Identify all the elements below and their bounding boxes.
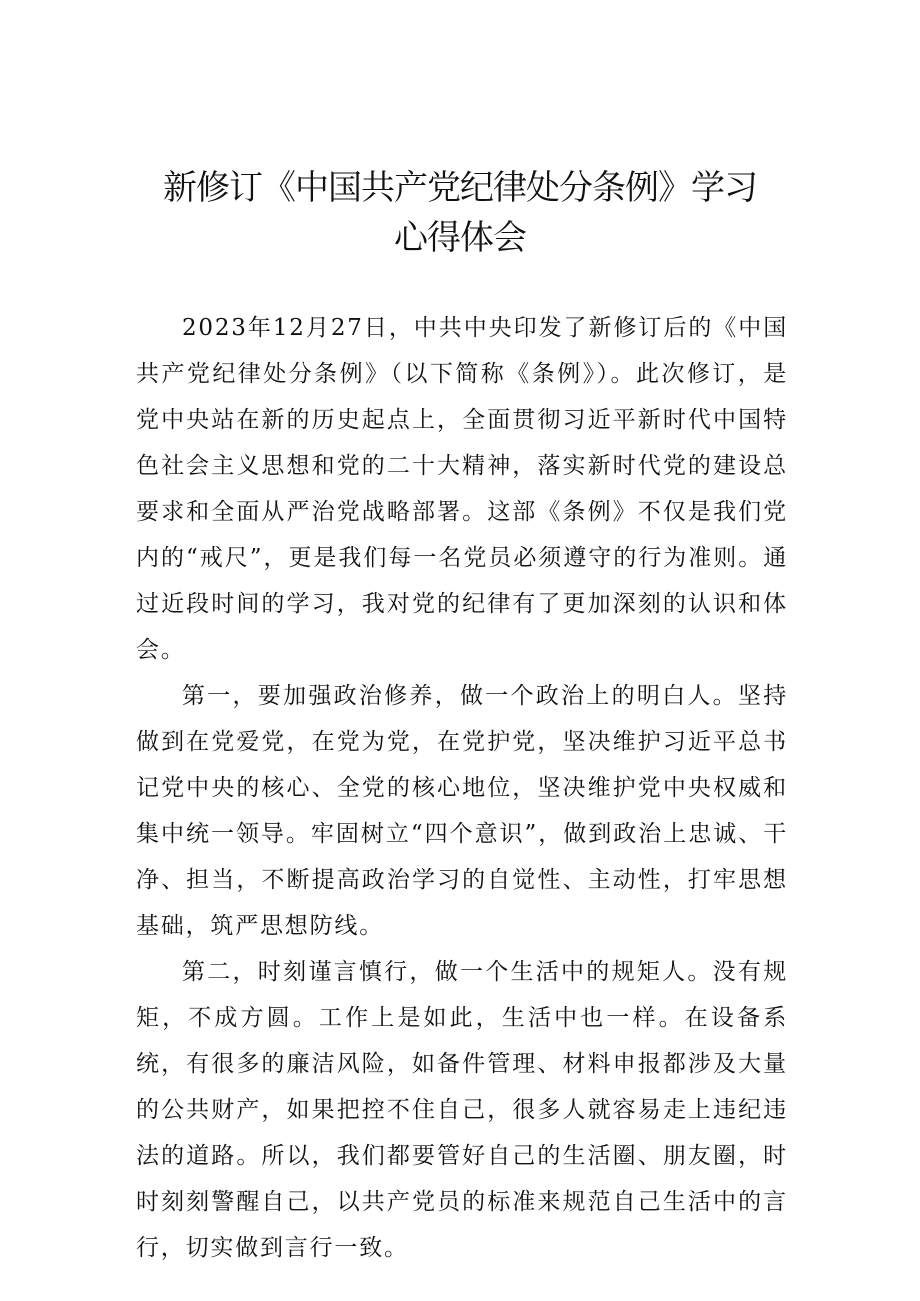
- paragraph-intro: 2023年12月27日，中共中央印发了新修订后的《中国共产党纪律处分条例》（以下简称《条例》）。此次修订，是党中央站在新的历史起点上，全面贯彻习近平新时代中国特色社会主义思想和党的二十大精神，落实新时代党的建设总要求和全面从严治党战略部署。这部《条例》不仅是我们党内的“戒尺”，更是我们每一名党员必须遵守的行为准则。通过近段时间的学习，我对党的纪律有了更加深刻的认识和体会。: [136, 315, 788, 663]
- title-line-2: 心得体会: [394, 218, 526, 258]
- paragraph-second-point: 第二，时刻谨言慎行，做一个生活中的规矩人。没有规矩，不成方圆。工作上是如此，生活中也一样。在设备系统，有很多的廉洁风险，如备件管理、材料申报都涉及大量的公共财产，如果把控不住自己，很多人就容易走上违纪违法的道路。所以，我们都要管好自己的生活圈、朋友圈，时时刻刻警醒自己，以共产党员的标准来规范自己生活中的言行，切实做到言行一致。: [136, 959, 788, 1261]
- paragraph-first-point: 第一，要加强政治修养，做一个政治上的明白人。坚持做到在党爱党，在党为党，在党护党，坚决维护习近平总书记党中央的核心、全党的核心地位，坚决维护党中央权威和集中统一领导。牢固树立“四个意识”，做到政治上忠诚、干净、担当，不断提高政治学习的自觉性、主动性，打牢思想基础，筑严思想防线。: [136, 683, 788, 939]
- document-body: [136, 305, 788, 1271]
- document-title: [120, 163, 800, 263]
- title-line-1: 新修订《中国共产党纪律处分条例》学习: [163, 168, 757, 208]
